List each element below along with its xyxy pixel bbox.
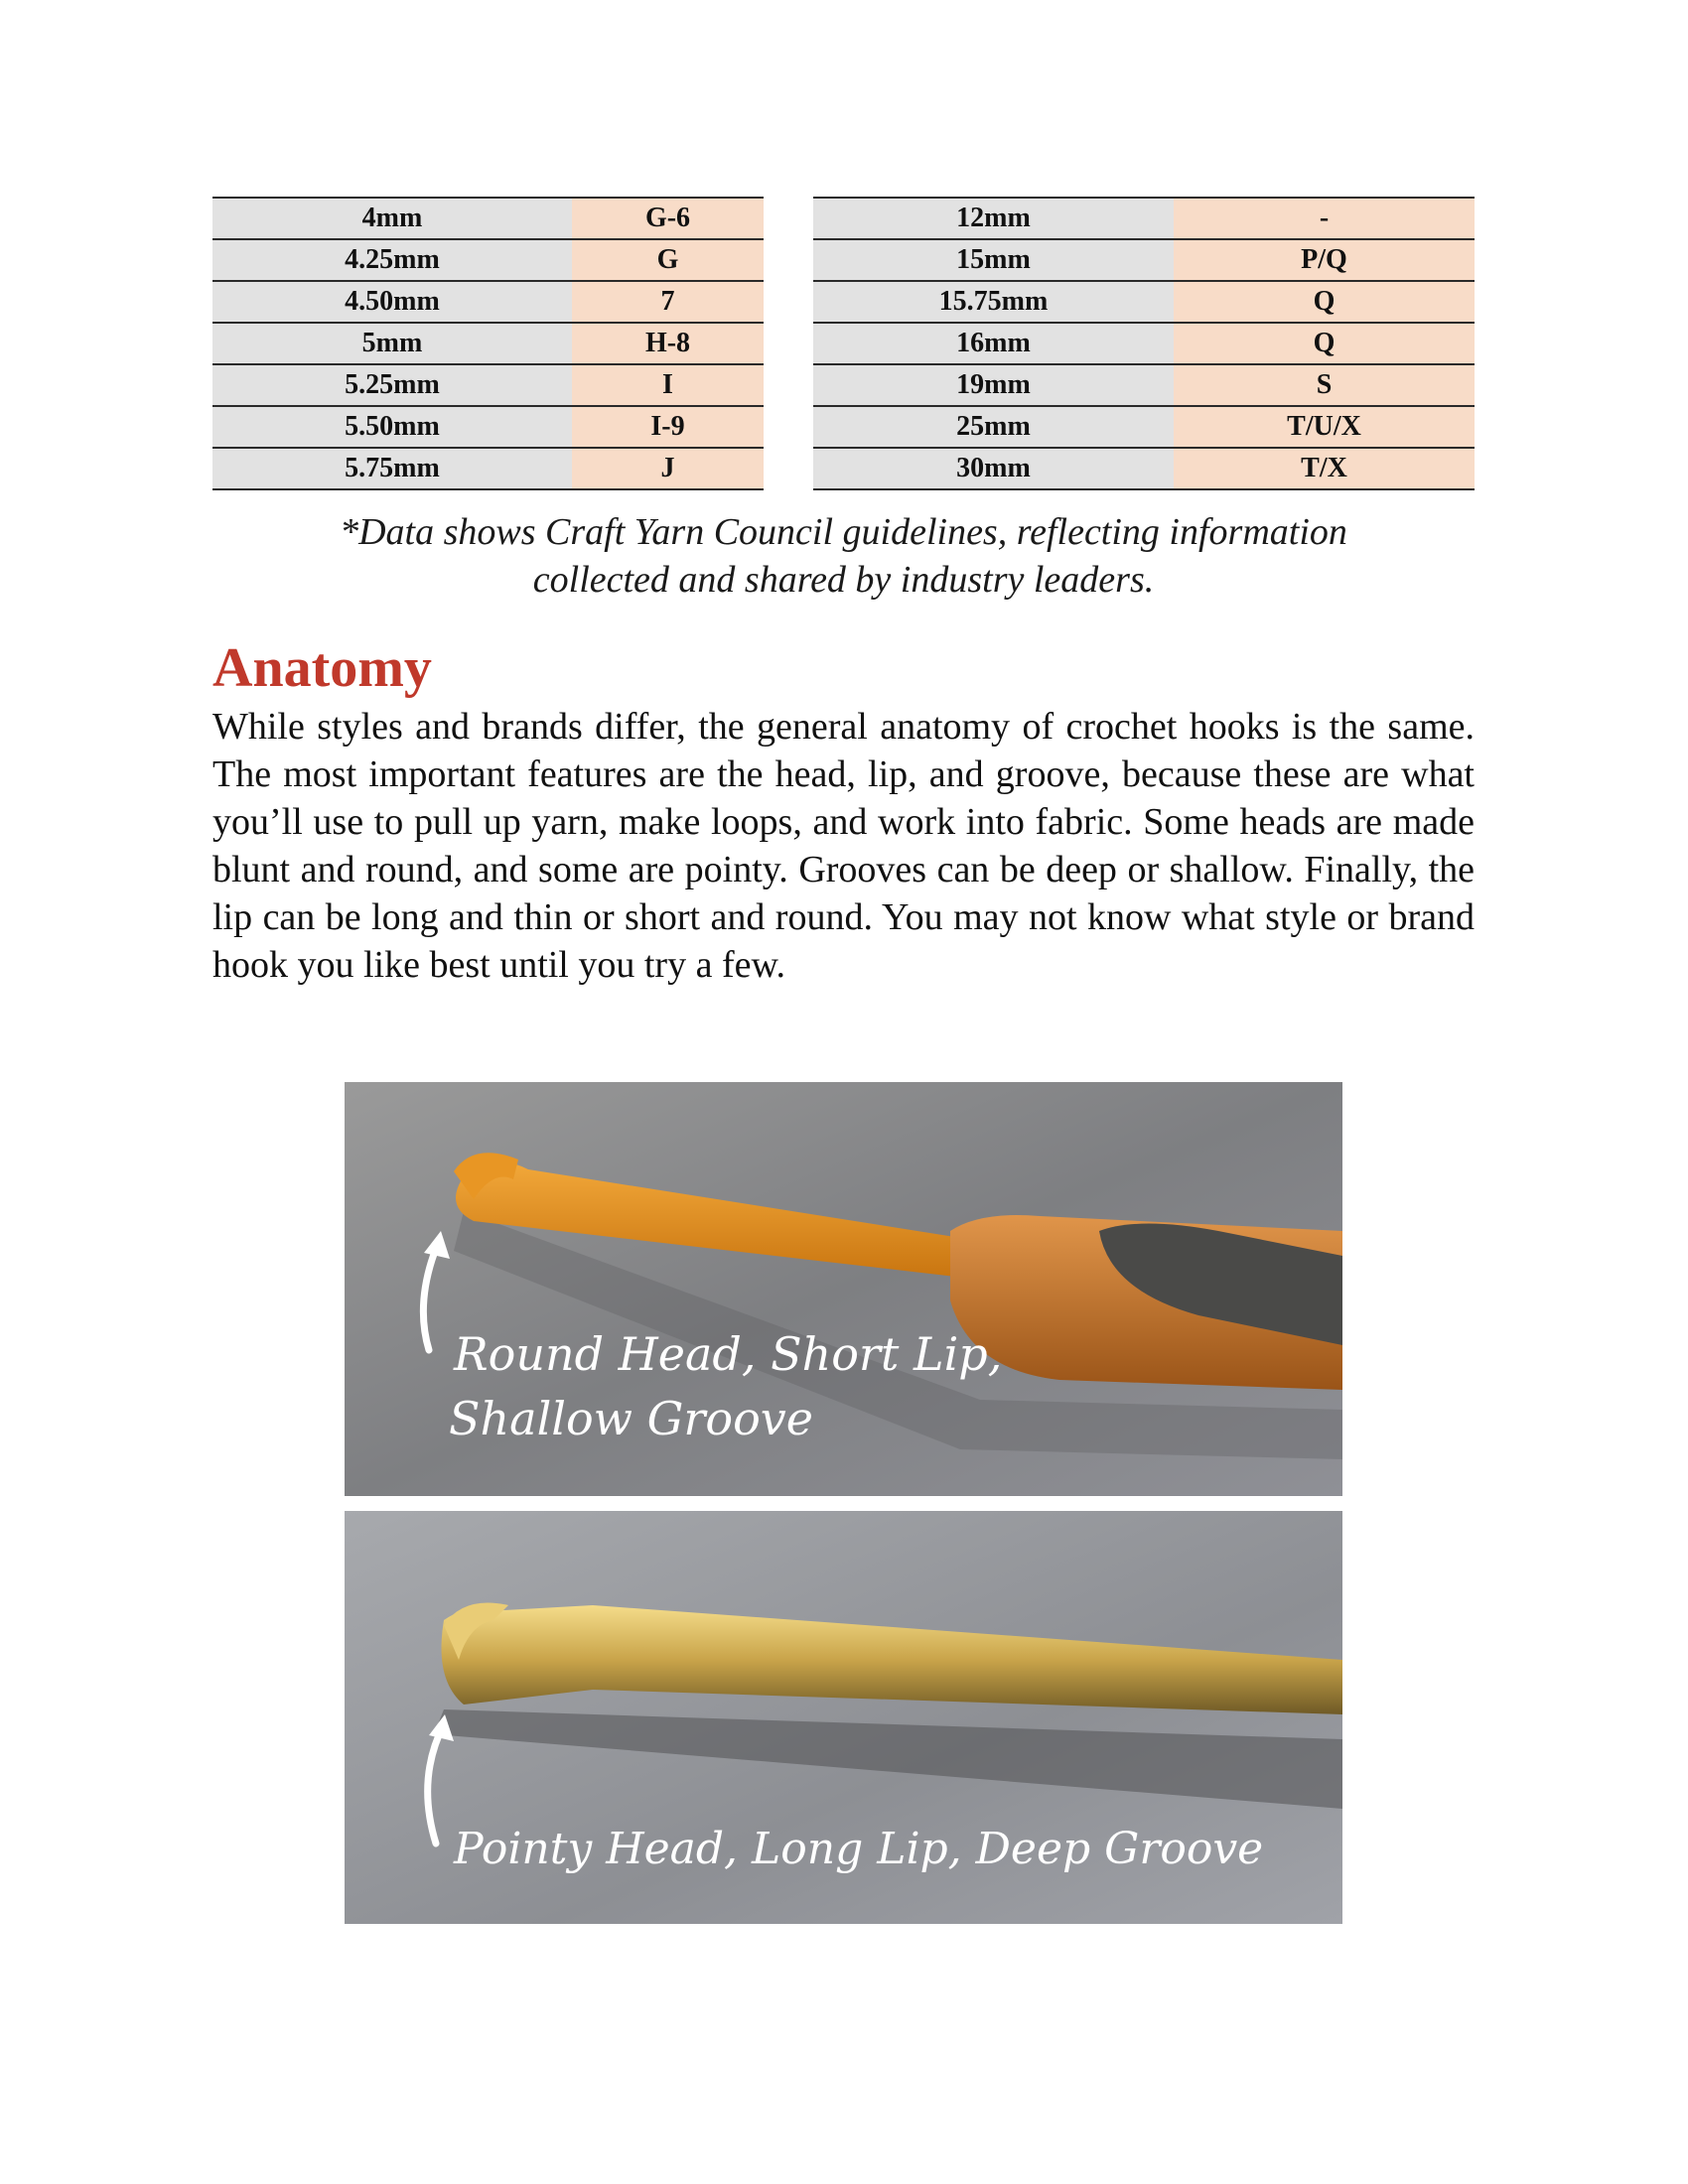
hook-size-row <box>813 364 1475 406</box>
us-size-cell: T/U/X <box>1174 406 1475 448</box>
hook-size-row <box>212 364 764 406</box>
metric-size-cell: 19mm <box>813 364 1174 406</box>
us-size-cell: Q <box>1174 281 1475 323</box>
hook-size-row <box>813 406 1475 448</box>
us-size-cell: P/Q <box>1174 239 1475 281</box>
data-source-note <box>212 508 1475 604</box>
metric-size-cell: 15mm <box>813 239 1174 281</box>
us-size-cell: 7 <box>572 281 764 323</box>
hook-size-row <box>212 448 764 489</box>
hook-size-row <box>212 198 764 239</box>
hook-size-row <box>813 198 1475 239</box>
note-line-1: *Data shows Craft Yarn Council guidelines, reflecting information <box>340 511 1347 553</box>
hook-photo-pointy-head <box>345 1511 1342 1924</box>
hook-size-row <box>212 239 764 281</box>
us-size-cell: S <box>1174 364 1475 406</box>
metric-size-cell: 5.25mm <box>212 364 572 406</box>
metric-size-cell: 4.50mm <box>212 281 572 323</box>
hook-size-row <box>813 239 1475 281</box>
metric-size-cell: 16mm <box>813 323 1174 364</box>
hook-size-tables <box>212 197 1475 490</box>
us-size-cell: G <box>572 239 764 281</box>
metric-size-cell: 30mm <box>813 448 1174 489</box>
hook-size-table-right <box>813 197 1475 490</box>
pointy-head-caption: Pointy Head, Long Lip, Deep Groove <box>454 1824 1264 1874</box>
us-size-cell: I <box>572 364 764 406</box>
hook-size-table-left <box>212 197 764 490</box>
metric-size-cell: 5.75mm <box>212 448 572 489</box>
us-size-cell: I-9 <box>572 406 764 448</box>
us-size-cell: Q <box>1174 323 1475 364</box>
metric-size-cell: 4mm <box>212 198 572 239</box>
us-size-cell: - <box>1174 198 1475 239</box>
metric-size-cell: 12mm <box>813 198 1174 239</box>
hook-size-row <box>813 448 1475 489</box>
metric-size-cell: 25mm <box>813 406 1174 448</box>
us-size-cell: T/X <box>1174 448 1475 489</box>
section-body-text: While styles and brands differ, the general anatomy of crochet hooks is the same. The most important features are the head, lip, and groove, because these are what you’ll use to pull up yarn, make loops, and work into fabric. Some heads are made blunt and round, and some are pointy. Grooves can be deep or shallow. Finally, the lip can be long and thin or short and round. You may not know what style or brand hook you like best until you try a few. <box>212 706 1475 986</box>
us-size-cell: J <box>572 448 764 489</box>
round-head-caption-line-2: Shallow Groove <box>449 1392 814 1445</box>
metric-size-cell: 15.75mm <box>813 281 1174 323</box>
round-head-caption-line-1: Round Head, Short Lip, <box>454 1327 1003 1381</box>
metric-size-cell: 5mm <box>212 323 572 364</box>
hook-size-row <box>212 406 764 448</box>
us-size-cell: H-8 <box>572 323 764 364</box>
hook-photo-round-head <box>345 1082 1342 1496</box>
hook-size-row <box>813 281 1475 323</box>
section-heading: Anatomy <box>212 637 432 699</box>
hook-size-row <box>212 323 764 364</box>
metric-size-cell: 5.50mm <box>212 406 572 448</box>
hook-photo-pointy-head-image <box>345 1511 1342 1924</box>
hook-size-row <box>212 281 764 323</box>
metric-size-cell: 4.25mm <box>212 239 572 281</box>
note-line-2: collected and shared by industry leaders. <box>532 559 1155 601</box>
hook-photo-round-head-image <box>345 1082 1342 1496</box>
hook-size-row <box>813 323 1475 364</box>
us-size-cell: G-6 <box>572 198 764 239</box>
